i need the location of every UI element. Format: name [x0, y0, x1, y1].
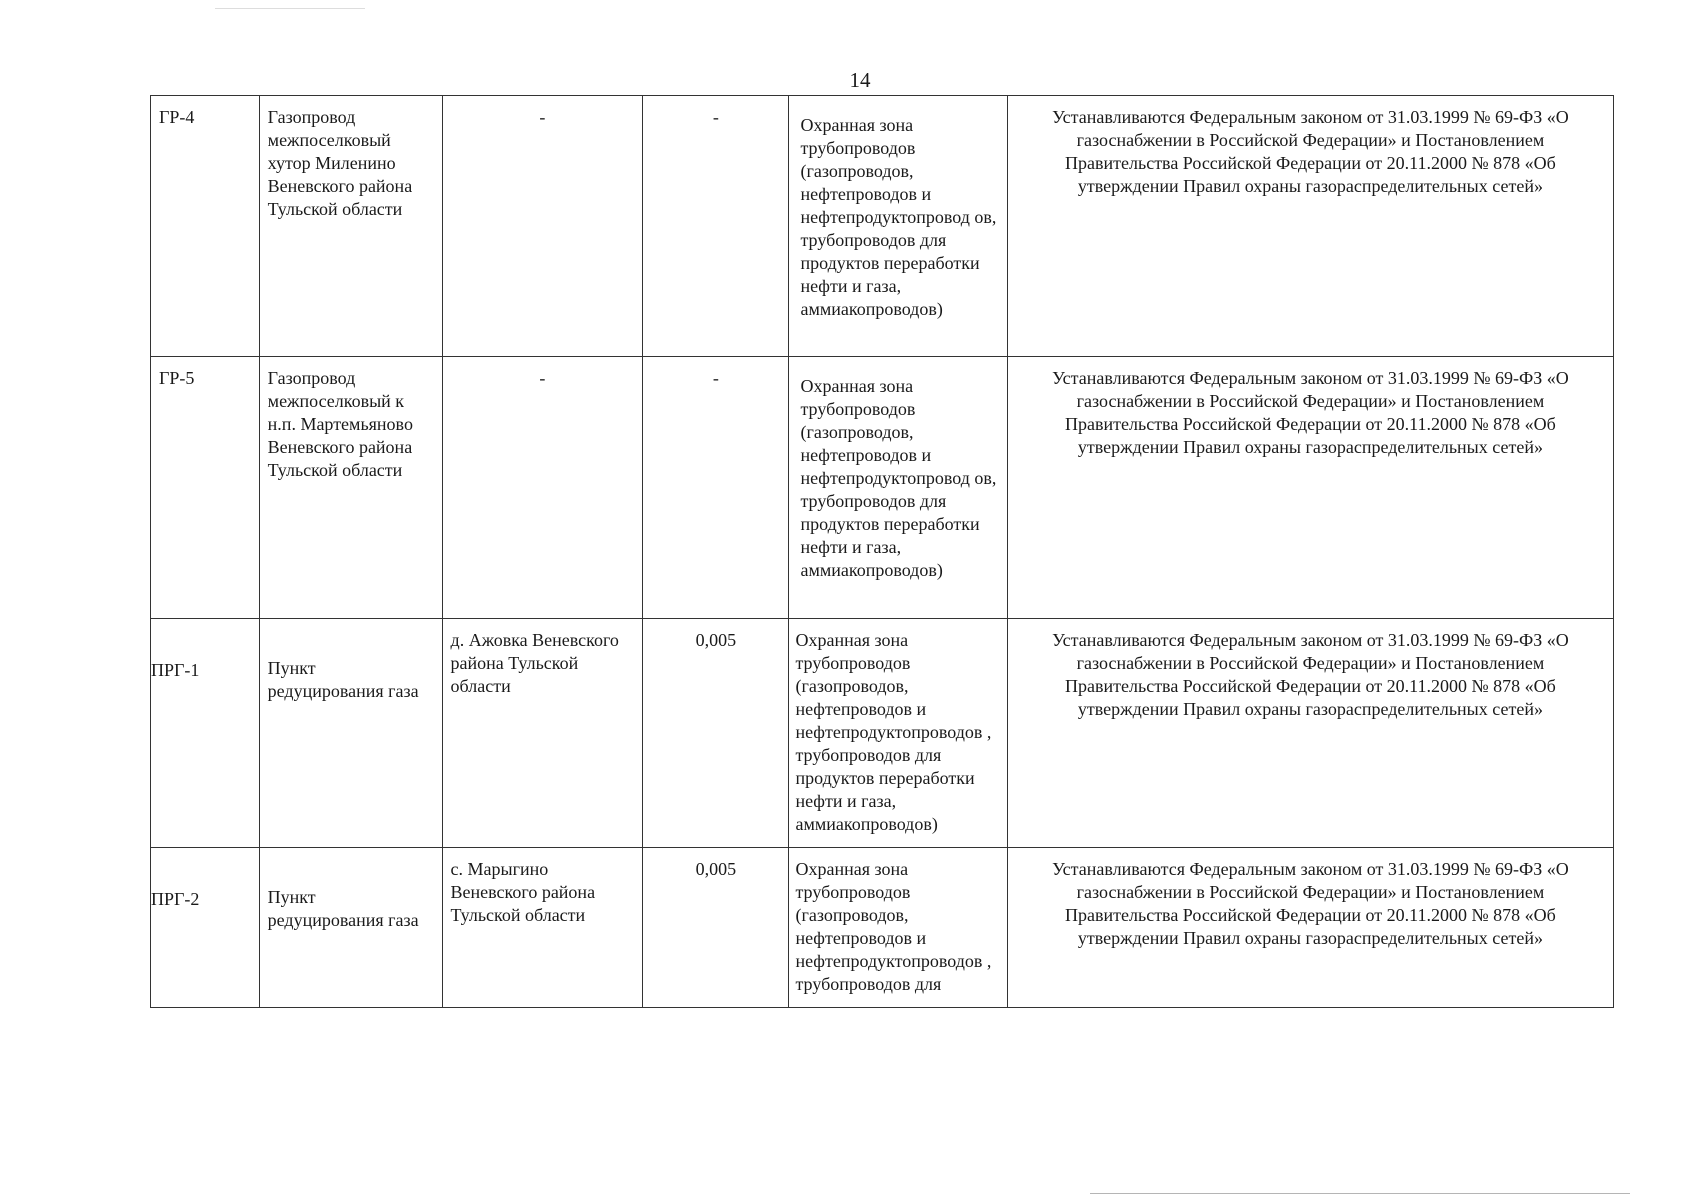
zone-type-cell: Охранная зона трубопроводов (газопроводов, нефтепроводов и нефтепродуктопроводов , трубопроводов для — [789, 848, 1007, 1008]
object-code-cell: ПРГ-1 — [151, 619, 260, 848]
scan-artifact-line — [215, 8, 365, 9]
legal-basis-cell: Устанавливаются Федеральным законом от 31.03.1999 № 69-ФЗ «О газоснабжении в Российской Федерации» и Постановлением Правительства Российской Федерации от 20.11.2000 № 878 «Об утверждении Правил охраны газораспределительных сетей» — [1007, 357, 1613, 619]
legal-basis-cell: Устанавливаются Федеральным законом от 31.03.1999 № 69-ФЗ «О газоснабжении в Российской Федерации» и Постановлением Правительства Российской Федерации от 20.11.2000 № 878 «Об утверждении Правил охраны газораспределительных сетей» — [1007, 619, 1613, 848]
object-code-cell: ГР-4 — [151, 96, 260, 357]
area-cell: 0,005 — [643, 619, 789, 848]
object-name-cell: Пункт редуцирования газа — [259, 848, 442, 1008]
object-code-cell: ГР-5 — [151, 357, 260, 619]
location-cell: д. Ажовка Веневского района Тульской области — [442, 619, 643, 848]
page-number: 14 — [849, 68, 871, 92]
location-cell: - — [442, 96, 643, 357]
table-row — [151, 619, 1614, 848]
scan-artifact-line — [1090, 1193, 1630, 1194]
table-row — [151, 96, 1614, 357]
object-name-cell: Пункт редуцирования газа — [259, 619, 442, 848]
location-cell: - — [442, 357, 643, 619]
protection-zones-table — [150, 95, 1614, 1008]
zone-type-cell: Охранная зона трубопроводов (газопроводов, нефтепроводов и нефтепродуктопровод ов, трубопроводов для продуктов переработки нефти и газа, аммиакопроводов) — [789, 96, 1007, 357]
object-code-cell: ПРГ-2 — [151, 848, 260, 1008]
zone-type-cell: Охранная зона трубопроводов (газопроводов, нефтепроводов и нефтепродуктопровод ов, трубопроводов для продуктов переработки нефти и газа, аммиакопроводов) — [789, 357, 1007, 619]
area-cell: 0,005 — [643, 848, 789, 1008]
zone-type-cell: Охранная зона трубопроводов (газопроводов, нефтепроводов и нефтепродуктопроводов , трубопроводов для продуктов переработки нефти и газа, аммиакопроводов) — [789, 619, 1007, 848]
legal-basis-cell: Устанавливаются Федеральным законом от 31.03.1999 № 69-ФЗ «О газоснабжении в Российской Федерации» и Постановлением Правительства Российской Федерации от 20.11.2000 № 878 «Об утверждении Правил охраны газораспределительных сетей» — [1007, 848, 1613, 1008]
area-cell: - — [643, 357, 789, 619]
table-row — [151, 848, 1614, 1008]
object-name-cell: Газопровод межпоселковый хутор Миленино Веневского района Тульской области — [259, 96, 442, 357]
table-row — [151, 357, 1614, 619]
location-cell: с. Марыгино Веневского района Тульской области — [442, 848, 643, 1008]
legal-basis-cell: Устанавливаются Федеральным законом от 31.03.1999 № 69-ФЗ «О газоснабжении в Российской Федерации» и Постановлением Правительства Российской Федерации от 20.11.2000 № 878 «Об утверждении Правил охраны газораспределительных сетей» — [1007, 96, 1613, 357]
object-name-cell: Газопровод межпоселковый к н.п. Мартемьяново Веневского района Тульской области — [259, 357, 442, 619]
area-cell: - — [643, 96, 789, 357]
